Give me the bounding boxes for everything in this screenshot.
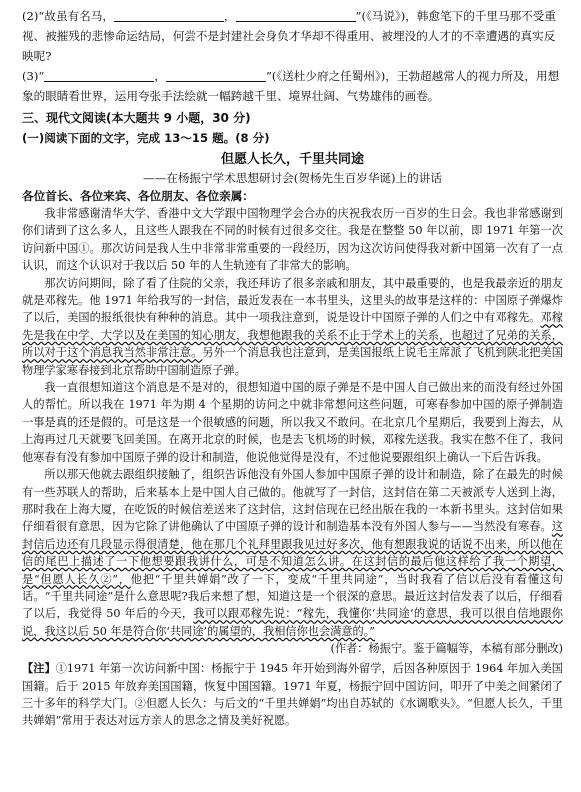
footnote-label: 【注】 [22,661,56,676]
question-2 [22,6,563,66]
question-2-separator: ， [223,9,236,23]
footnote-text: ①1971 年第一次访问新中国：杨振宁于 1945 年开始到海外留学，后因各种原因于 1964 年加入美国国籍。后于 2015 年放弃美国国籍，恢复中国国籍。1971 年夏，杨振宁回中国访问，叩开了中美之间紧闭了三十多年的科学大门。②但愿人长久：与后文的“千里共婵娟”均出自苏轼的《水调歌头》。“但愿人长久，千里共婵娟”常用于表达对远方亲人的思念之情及美好祝愿。 [22,662,563,728]
article-salutation: 各位首长、各位来宾、各位朋友、各位亲属： [22,189,254,203]
footnote [22,660,563,730]
question-3-separator: ， [154,69,166,83]
question-3-prefix: (3)“ [22,69,45,83]
article-paragraph-4 [22,466,563,640]
article-subtitle: ——在杨振宁学术思想研讨会(贺杨先生百岁华诞)上的讲话 [143,171,442,185]
article-author-note: (作者：杨振宁。鉴于篇幅等，本稿有部分删改) [330,642,563,656]
underlined-sentence: 邓稼先是我在中学、大学以及在美国的知心朋友，我想他跟我的关系不止于学术上的关系，也超过了兄弟的关系，所以对于这个消息我当然非常注意。 [22,311,563,360]
article-title: 但愿人长久，千里共同途 [220,152,364,167]
question-3-text: ”(《送杜少府之任蜀州》)，王勃超越常人的视力所及，用想象的眼睛看世界，运用夸张手法绘就一幅跨越千里、境界壮阔、气势雄伟的画卷。 [22,69,560,103]
article-paragraph-1: 我非常感谢清华大学、香港中文大学跟中国物理学会合办的庆祝我农历一百岁的生日会。我也非常感谢到你们请到了这么多人，且这些人跟我在不同的时候有过很多交往。我是在整整 50 年以前，即 1971 年第一次访问新中国①。那次访问是我人生中非常非常重要的一段经历，因为这次访问使得我对新中国第一次有了一点认识，而这个认识对于我以后 50 年的人生轨迹有了非常大的影响。 [22,207,563,273]
question-2-text: ”(《马说》)，韩愈笔下的千里马那不受重视、被摧残的悲惨命运结局，何尝不是封建社会身负才华却不得重用、被埋没的人才的不幸遭遇的真实反映呢? [22,9,556,63]
paragraph-text: 所以那天他就去跟组织接触了，组织告诉他没有外国人参加中国原子弹的设计和制造，除了在最先的时候有一些苏联人的帮助，后来基本上是中国人自己做的。他就写了一封信，这封信在第二天被派专人送到上海，那时我在上海大厦，在吃饭的时候信差送来了这封信，这封信现在已经出版在我的一本新书里头。这封信如果仔细看很有意思，因为它除了讲他确认了中国原子弹的设计和制造基本没有外国人参与——当然没有寒春。 [22,468,563,534]
paragraph-text: 另外一个消息我也注意到，是美国报纸上说毛主席派了飞机到陕北把美国物理学家寒春接到北京帮助中国制造原子弹。 [22,346,563,377]
article-paragraph-2 [22,275,563,379]
subsection-heading: (一)阅读下面的文字，完成 13～15 题。(8 分) [22,131,270,145]
question-2-prefix: (2)“故虽有名马， [22,9,114,23]
paragraph-text: 他把“千里共婵娟”改了一下，变成“千里共同途”，当时我看了信以后没有看懂这句话。“千里共同途”是什么意思呢?我后来想了想，知道这是一个很深的意思。最近这封信发表了以后，仔细看了以后，我觉得 50 年后的今天， [22,572,563,621]
section-heading: 三、现代文阅读(本大题共 9 小题，30 分) [22,111,251,125]
question-3 [22,66,563,106]
article-paragraph-3: 我一直很想知道这个消息是不是对的，很想知道中国的原子弹是不是中国人自己做出来的而没有经过外国人的帮忙。所以我在 1971 年为期 4 个星期的访问之中就非常想问这些问题，可寒春参加中国的原子弹制造一事是真的还是假的。可是这是一个很敏感的问题，所以我又不敢问。在北京几个星期后，我要到上海去，从上海再过几天就要飞回美国。在离开北京的时候，也是去飞机场的时候，邓稼先送我。我实在憋不住了，我问他寒春有没有参加中国原子弹的设计和制造，他说他觉得是没有，不过他说要跟组织上确认一下后告诉我。 [22,381,563,464]
paragraph-text: 那次访问期间，除了看了住院的父亲，我还拜访了很多亲戚和朋友，其中最重要的，也是我最亲近的朋友就是邓稼先。他 1971 年给我写的一封信，最近发表在一本书里头，这里头的故事是这样的：中国原子弹爆炸了以后，美国的报纸很快有种种的消息。其中一项我注意到，说是设计中国原子弹的人们之中有邓稼先。 [22,276,563,325]
answer-blank[interactable] [166,69,266,82]
answer-blank[interactable] [44,69,154,82]
underlined-sentence: 这封信后边还有几段显示得很清楚，他在那几个礼拜里跟我见过好多次，他有想跟我说的话说不出来，所以他在信的尾巴上描述了一下他想要跟我讲什么，可是不知道怎么讲。在这封信的最后他这样给了我一个期望，是“但愿人长久②”， [22,520,563,586]
underlined-sentence: 我可以跟邓稼先说：“稼先，我懂你‘共同途’的意思，我可以很自信地跟你说，我这以后 50 年是符合你‘共同途’的属望的，我相信你也会满意的。” [22,607,563,638]
answer-blank[interactable] [114,9,224,22]
answer-blank[interactable] [236,9,356,22]
